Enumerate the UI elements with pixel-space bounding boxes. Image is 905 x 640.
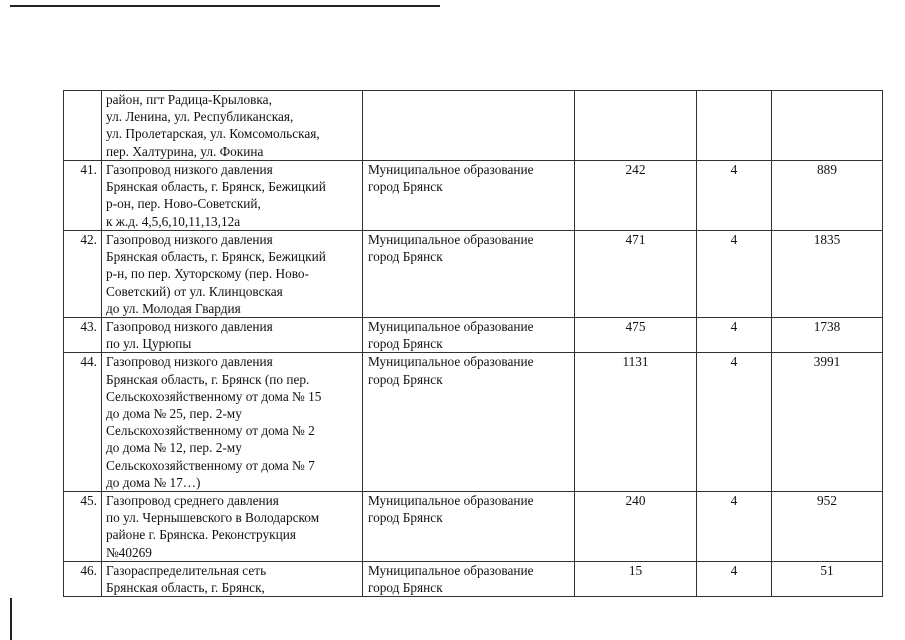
length-value: 1131 bbox=[575, 353, 697, 492]
description-line: район, пгт Радица-Крыловка, bbox=[106, 92, 272, 107]
top-scan-rule bbox=[10, 5, 440, 7]
owner-line: Муниципальное образование bbox=[368, 493, 534, 509]
description-line: по ул. Чернышевского в Володарском bbox=[106, 510, 320, 526]
row-number bbox=[64, 91, 102, 161]
description-line: Сельскохозяйственному от дома № 7 bbox=[106, 457, 315, 473]
owner-line: город Брянск bbox=[368, 371, 443, 387]
description-line: до ул. Молодая Гвардия bbox=[106, 300, 241, 316]
owner-line: Муниципальное образование bbox=[368, 562, 534, 578]
description-line: к ж.д. 4,5,6,10,11,13,12а bbox=[106, 213, 241, 229]
description-line: ул. Ленина, ул. Республиканская, bbox=[106, 109, 294, 125]
description-line: пер. Халтурина, ул. Фокина bbox=[106, 143, 264, 159]
description-line: Газопровод низкого давления bbox=[106, 319, 273, 335]
description-line: Брянская область, г. Брянск (по пер. bbox=[106, 371, 310, 387]
diameter-value: 4 bbox=[697, 231, 772, 318]
owner bbox=[363, 318, 575, 353]
owner-line: Муниципальное образование bbox=[368, 319, 534, 335]
row-number: 41. bbox=[64, 161, 102, 231]
cost-value: 3991 bbox=[772, 353, 883, 492]
owner bbox=[363, 161, 575, 231]
owner-line: Муниципальное образование bbox=[368, 162, 534, 177]
description-line: до дома № 25, пер. 2-му bbox=[106, 406, 242, 422]
description-line: Брянская область, г. Брянск, Бежицкий bbox=[106, 249, 326, 265]
diameter-value: 4 bbox=[697, 318, 772, 353]
cost-value: 1835 bbox=[772, 231, 883, 318]
description-line: Газопровод низкого давления bbox=[106, 162, 273, 177]
cost-value bbox=[772, 91, 883, 161]
cost-value: 952 bbox=[772, 492, 883, 562]
description-line: Сельскохозяйственному от дома № 15 bbox=[106, 388, 322, 404]
cost-value: 1738 bbox=[772, 318, 883, 353]
diameter-value: 4 bbox=[697, 161, 772, 231]
object-description bbox=[102, 318, 363, 353]
owner-line: город Брянск bbox=[368, 510, 443, 526]
description-line: районе г. Брянска. Реконструкция bbox=[106, 527, 296, 543]
table-row bbox=[64, 561, 883, 596]
length-value: 242 bbox=[575, 161, 697, 231]
object-description bbox=[102, 161, 363, 231]
owner-line: город Брянск bbox=[368, 336, 443, 352]
description-line: Газопровод среднего давления bbox=[106, 493, 279, 509]
object-description bbox=[102, 353, 363, 492]
description-line: по ул. Цурюпы bbox=[106, 336, 192, 352]
description-line: р-н, по пер. Хуторскому (пер. Ново- bbox=[106, 266, 309, 282]
owner bbox=[363, 561, 575, 596]
diameter-value: 4 bbox=[697, 561, 772, 596]
owner bbox=[363, 492, 575, 562]
row-number: 45. bbox=[64, 492, 102, 562]
description-line: до дома № 17…) bbox=[106, 474, 201, 490]
length-value: 240 bbox=[575, 492, 697, 562]
owner bbox=[363, 353, 575, 492]
gas-pipeline-table bbox=[63, 90, 883, 597]
description-line: №40269 bbox=[106, 544, 152, 560]
table-row bbox=[64, 231, 883, 318]
description-line: до дома № 12, пер. 2-му bbox=[106, 440, 242, 456]
owner-line: город Брянск bbox=[368, 249, 443, 265]
description-line: р-он, пер. Ново-Советский, bbox=[106, 196, 261, 212]
left-scan-rule bbox=[10, 598, 12, 640]
object-description bbox=[102, 492, 363, 562]
description-line: Брянская область, г. Брянск, bbox=[106, 580, 265, 596]
object-description bbox=[102, 561, 363, 596]
table-row bbox=[64, 492, 883, 562]
object-description bbox=[102, 231, 363, 318]
description-line: Газораспределительная сеть bbox=[106, 562, 267, 578]
description-line: Газопровод низкого давления bbox=[106, 354, 273, 370]
length-value: 475 bbox=[575, 318, 697, 353]
description-line: Газопровод низкого давления bbox=[106, 232, 273, 247]
row-number: 43. bbox=[64, 318, 102, 353]
row-number: 44. bbox=[64, 353, 102, 492]
cost-value: 51 bbox=[772, 561, 883, 596]
length-value: 15 bbox=[575, 561, 697, 596]
owner bbox=[363, 231, 575, 318]
description-line: Сельскохозяйственному от дома № 2 bbox=[106, 423, 315, 439]
row-number: 46. bbox=[64, 561, 102, 596]
owner bbox=[363, 91, 575, 161]
table-row bbox=[64, 91, 883, 161]
table-row bbox=[64, 161, 883, 231]
diameter-value bbox=[697, 91, 772, 161]
owner-line: город Брянск bbox=[368, 179, 443, 195]
diameter-value: 4 bbox=[697, 492, 772, 562]
description-line: Советский) от ул. Клинцовская bbox=[106, 283, 283, 299]
owner-line: Муниципальное образование bbox=[368, 354, 534, 370]
row-number: 42. bbox=[64, 231, 102, 318]
object-description bbox=[102, 91, 363, 161]
table-body bbox=[64, 91, 883, 597]
table-row bbox=[64, 353, 883, 492]
length-value bbox=[575, 91, 697, 161]
description-line: ул. Пролетарская, ул. Комсомольская, bbox=[106, 126, 320, 142]
diameter-value: 4 bbox=[697, 353, 772, 492]
description-line: Брянская область, г. Брянск, Бежицкий bbox=[106, 179, 326, 195]
cost-value: 889 bbox=[772, 161, 883, 231]
table-row bbox=[64, 318, 883, 353]
length-value: 471 bbox=[575, 231, 697, 318]
owner-line: Муниципальное образование bbox=[368, 232, 534, 247]
owner-line: город Брянск bbox=[368, 580, 443, 596]
